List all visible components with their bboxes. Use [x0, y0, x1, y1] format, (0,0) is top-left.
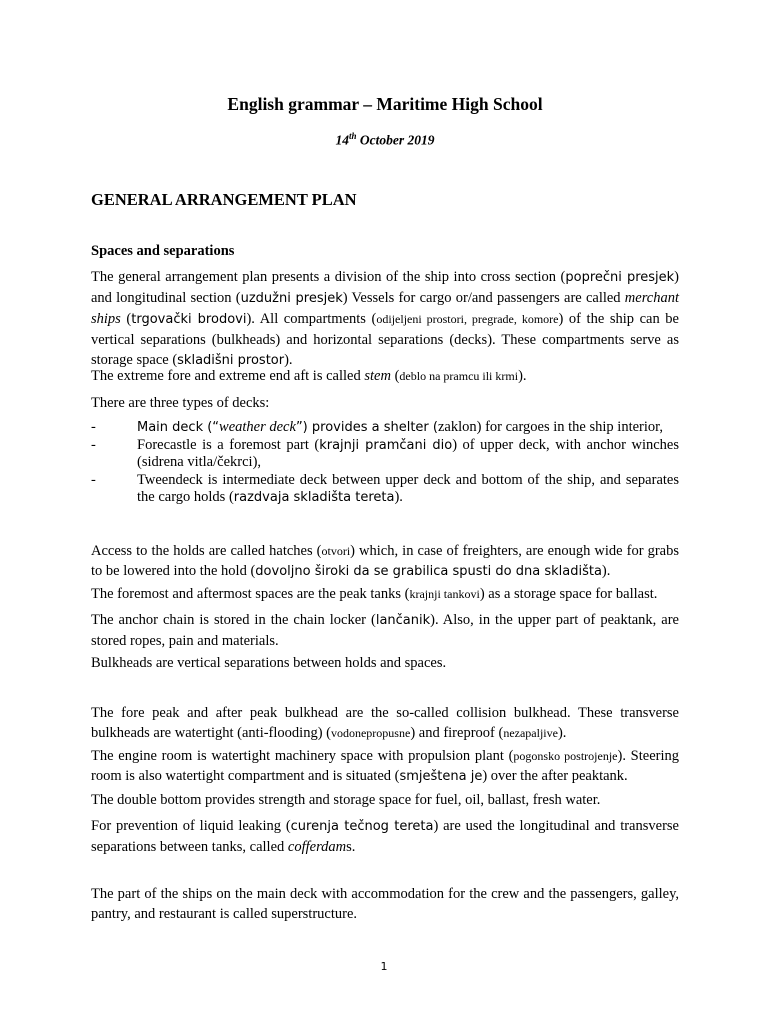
document-title: English grammar – Maritime High School: [227, 94, 543, 114]
list-item: - Tweendeck is intermediate deck between upper deck and bottom of the ship, and separates the cargo holds (razdvaja skladišta tereta).: [91, 471, 679, 505]
list-item: - Main deck (“weather deck”) provides a shelter (zaklon) for cargoes in the ship interior,: [91, 419, 664, 435]
paragraph-bulkheads: Bulkheads are vertical separations between holds and spaces.: [91, 655, 447, 671]
document-date: 14th October 2019: [335, 131, 435, 148]
paragraph-collision-bulkhead: The fore peak and after peak bulkhead are the so-called collision bulkhead. These transverse bulkheads are watertight (anti-flooding) (vodonepropusne) and fireproof (nezapaljive).: [91, 705, 679, 741]
paragraph-stem: The extreme fore and extreme end aft is called stem (deblo na pramcu ili krmi).: [91, 368, 527, 384]
deck-types-list: [91, 419, 679, 507]
section-heading: GENERAL ARRANGEMENT PLAN: [91, 190, 357, 209]
subsection-heading: Spaces and separations: [91, 243, 235, 259]
list-item: - Forecastle is a foremost part (krajnji pramčani dio) of upper deck, with anchor winches (sidrena vitla/čekrci),: [91, 436, 679, 470]
paragraph-hatches: Access to the holds are called hatches (otvori) which, in case of freighters, are enough wide for grabs to be lowered into the hold (dovoljno široki da se grabilica spusti do dna skladišta).: [91, 543, 679, 579]
paragraph-deck-types: There are three types of decks:: [91, 395, 270, 411]
paragraph-peak-tanks: The foremost and aftermost spaces are the peak tanks (krajnji tankovi) as a storage space for ballast.: [91, 586, 658, 602]
paragraph-cofferdams: For prevention of liquid leaking (curenja tečnog tereta) are used the longitudinal and transverse separations between tanks, called cofferdams.: [91, 818, 679, 855]
paragraph-double-bottom: The double bottom provides strength and storage space for fuel, oil, ballast, fresh water.: [91, 792, 601, 808]
page-number: 1: [380, 960, 388, 973]
paragraph-superstructure: The part of the ships on the main deck with accommodation for the crew and the passengers, galley, pantry, and restaurant is called superstructure.: [91, 886, 679, 922]
paragraph-chain-locker: The anchor chain is stored in the chain locker (lančanik). Also, in the upper part of peaktank, are stored ropes, pain and materials.: [91, 612, 679, 649]
paragraph-intro: The general arrangement plan presents a division of the ship into cross section (poprečni presjek) and longitudinal section (uzdužni presjek) Vessels for cargo or/and passengers are called merchant ships (trgovački brodovi). All compartments (odijeljeni prostori, pregrade, komore) of the ship can be vertical separations (bulkheads) and horizontal separations (decks). These compartments serve as storage space (skladišni prostor).: [91, 269, 680, 368]
paragraph-engine-room: The engine room is watertight machinery space with propulsion plant (pogonsko postrojenje). Steering room is also watertight compartment and is situated (smještena je) over the after peaktank.: [91, 748, 680, 784]
